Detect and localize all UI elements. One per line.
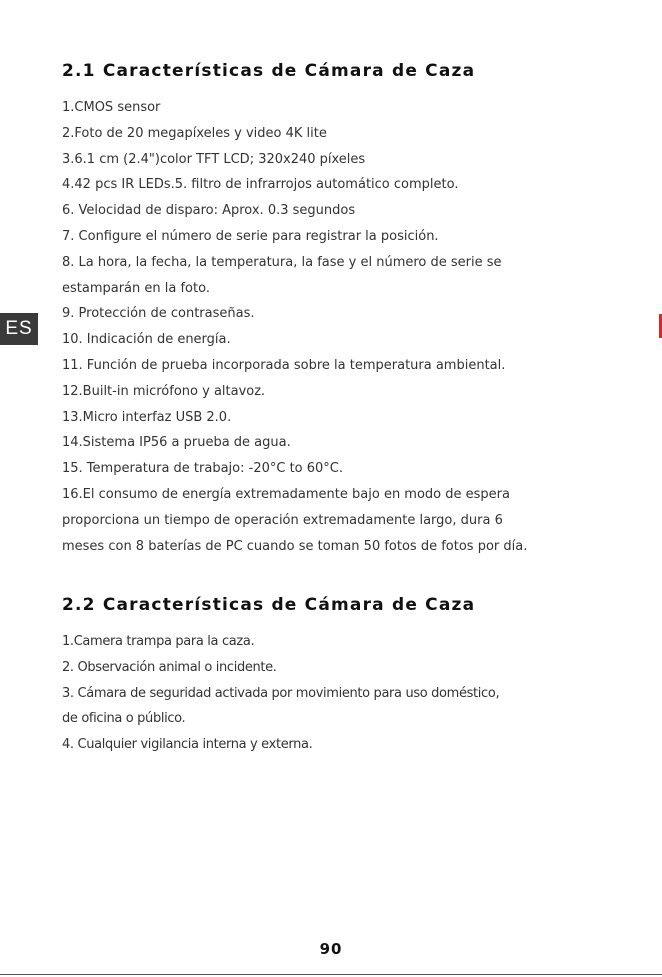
list-item: 16.El consumo de energía extremadamente bajo en modo de espera [62,486,510,502]
page-number: 90 [319,940,343,958]
list-item: 2. Observación animal o incidente. [62,659,277,675]
list-item: 12.Built-in micrófono y altavoz. [62,383,266,399]
list-item: 10. Indicación de energía. [62,332,231,348]
section-features [62,58,622,559]
list-item: 3. Cámara de seguridad activada por movimiento para uso doméstico, [62,685,500,701]
list-item: 15. Temperatura de trabajo: -20°C to 60°C. [62,461,344,477]
feature-list [62,95,622,559]
list-item: proporciona un tiempo de operación extremadamente largo, dura 6 [62,512,503,528]
list-item: 3.6.1 cm (2.4")color TFT LCD; 320x240 píxeles [62,151,366,167]
list-item: 11. Función de prueba incorporada sobre la temperatura ambiental. [62,357,506,373]
list-item: 14.Sistema IP56 a prueba de agua. [62,435,291,451]
list-item: de oficina o público. [62,711,186,727]
list-item: 4. Cualquier vigilancia interna y externa. [62,737,313,753]
list-item: 4.42 pcs IR LEDs.5. filtro de infrarrojos automático completo. [62,177,459,193]
list-item: 1.CMOS sensor [62,100,161,115]
list-item: 2.Foto de 20 megapíxeles y video 4K lite [62,125,327,141]
list-item: meses con 8 baterías de PC cuando se toman 50 fotos de fotos por día. [62,538,528,554]
section-title: 2.1 Características de Cámara de Caza [62,61,476,81]
list-item: 7. Configure el número de serie para registrar la posición. [62,228,439,244]
section-title: 2.2 Características de Cámara de Caza [62,595,476,615]
application-list [62,629,622,758]
bottom-divider [0,974,662,975]
list-item: 13.Micro interfaz USB 2.0. [62,409,232,425]
section-applications [62,592,622,758]
list-item: 6. Velocidad de disparo: Aprox. 0.3 segundos [62,203,356,219]
list-item: estamparán en la foto. [62,280,210,296]
list-item: 8. La hora, la fecha, la temperatura, la fase y el número de serie se [62,254,502,270]
list-item: 9. Protección de contraseñas. [62,306,255,322]
language-tab: ES [0,313,38,345]
list-item: 1.Camera trampa para la caza. [62,634,255,649]
